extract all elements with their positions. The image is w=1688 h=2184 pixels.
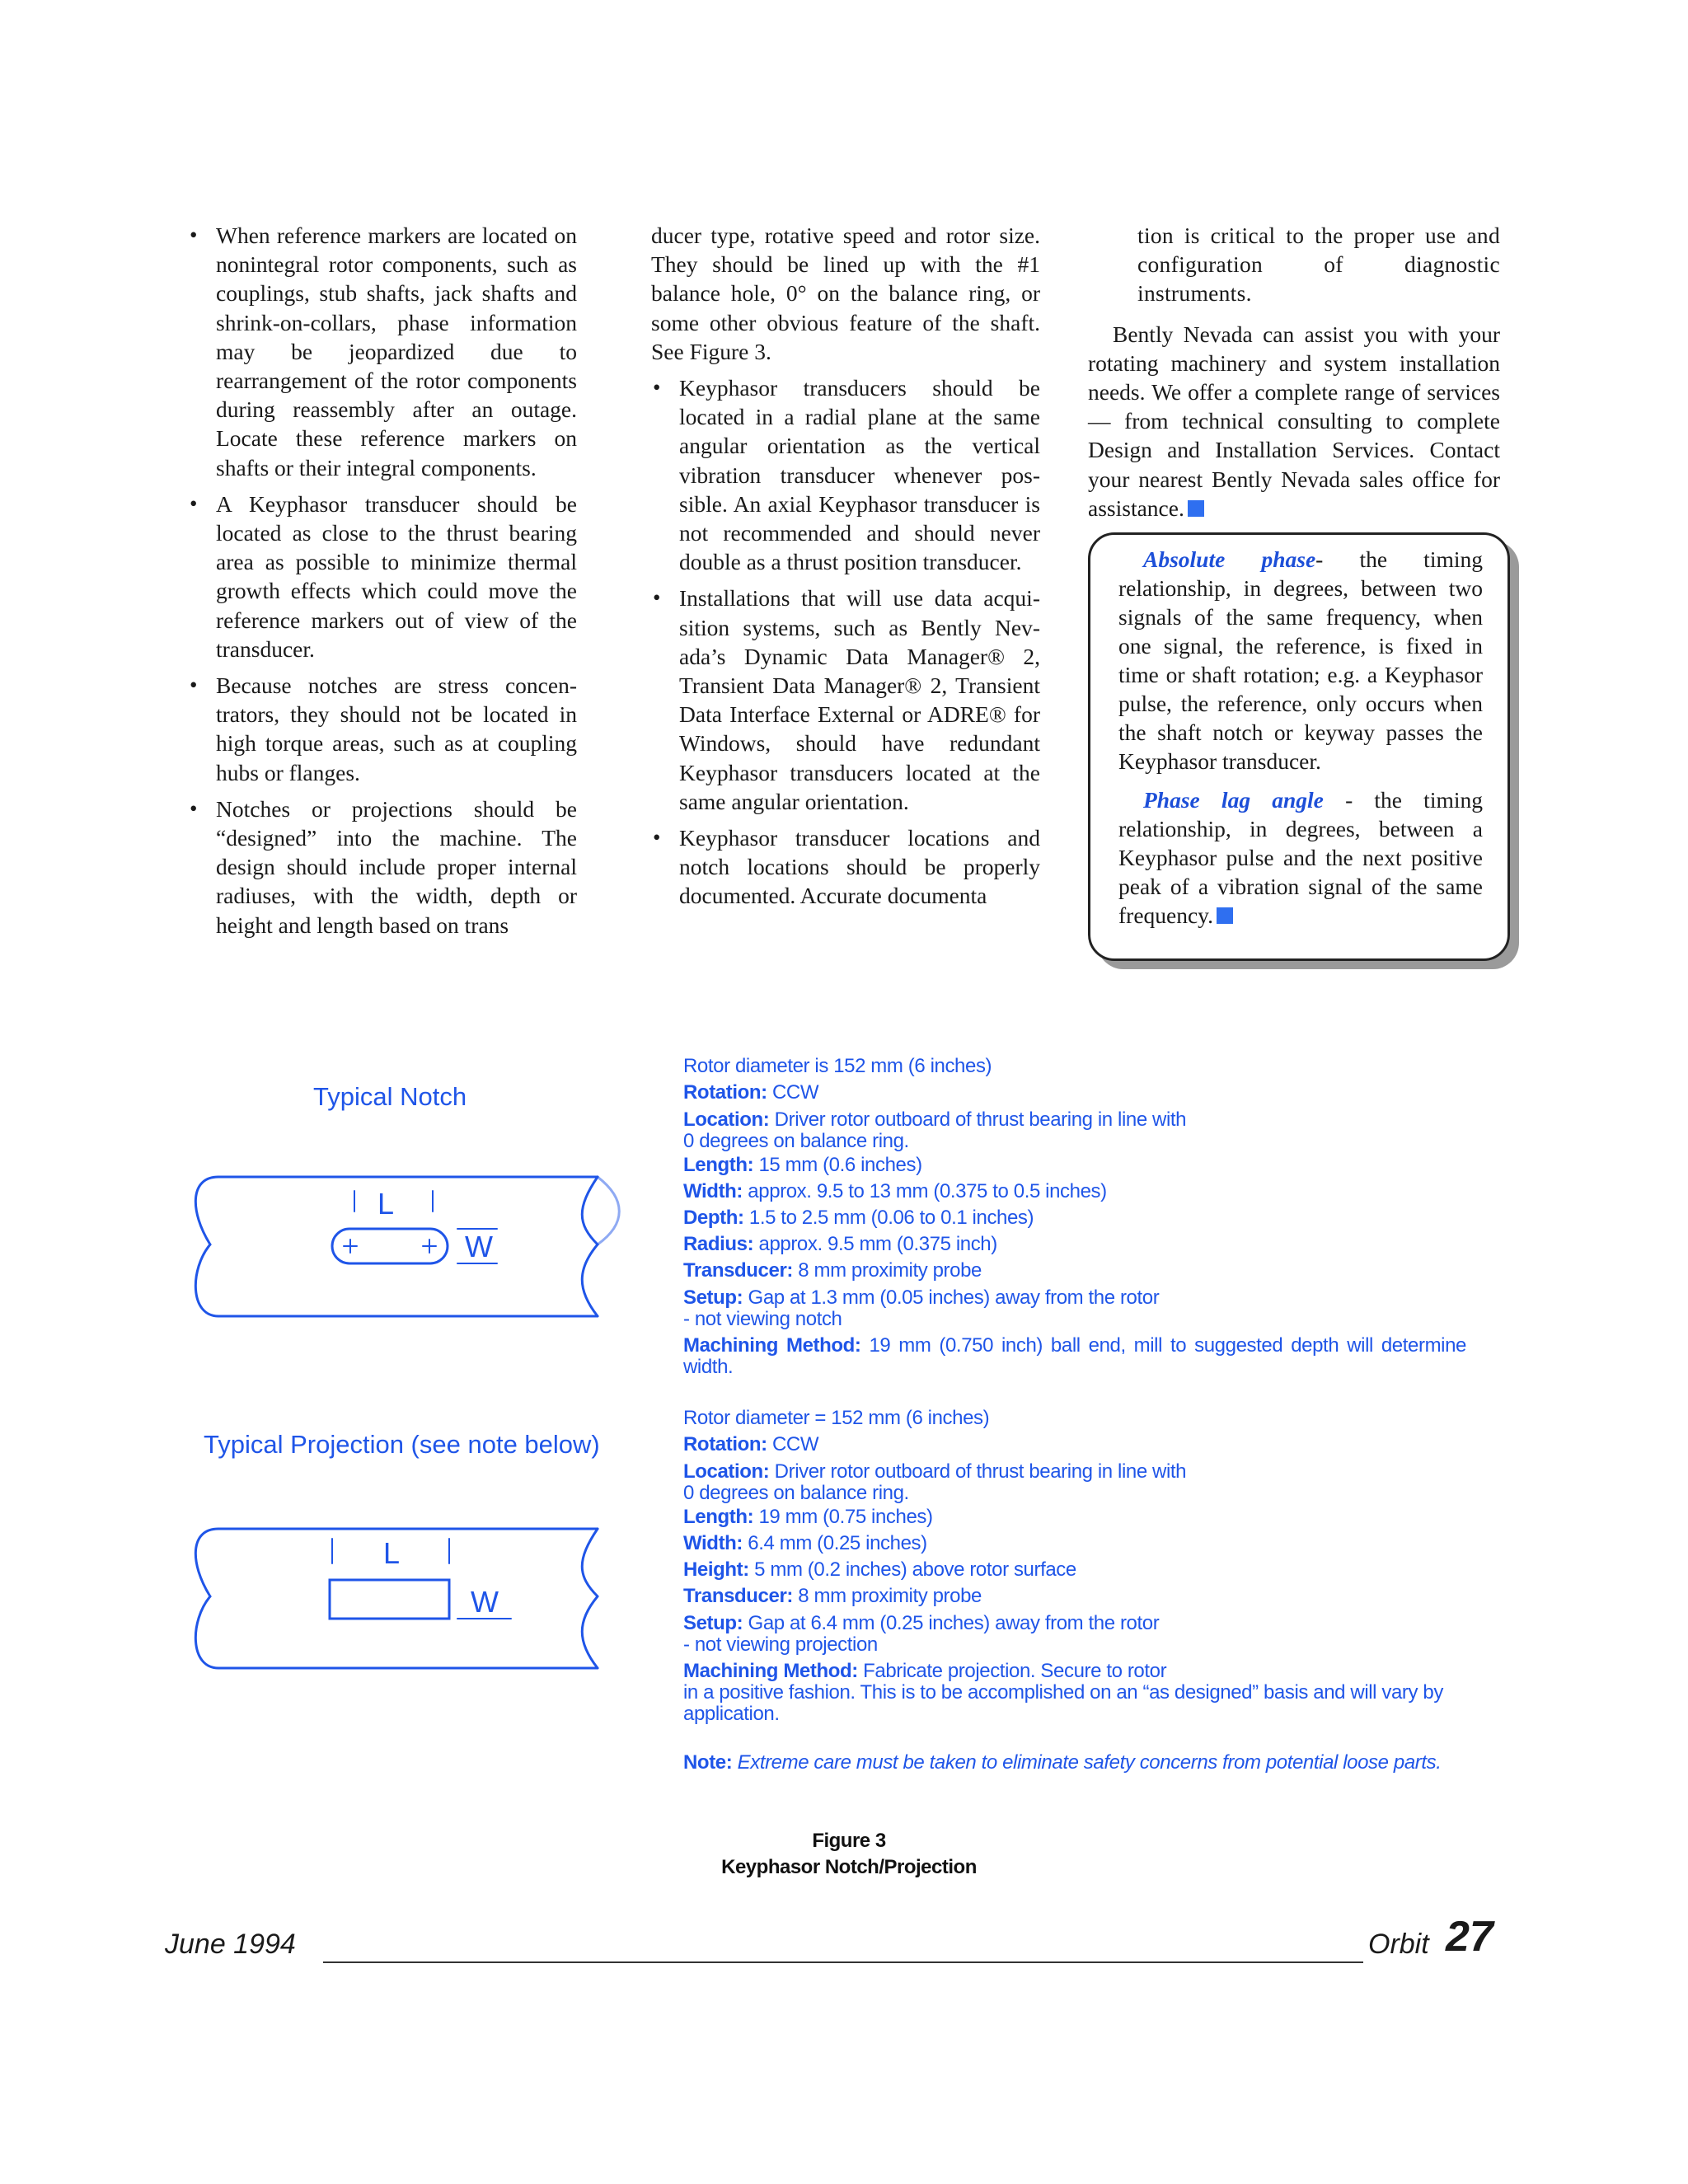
notch-spec-list bbox=[683, 1053, 1466, 1378]
spec-rotation: Rotation: CCW bbox=[683, 1433, 819, 1455]
closing-paragraph bbox=[1088, 320, 1500, 523]
bullet-item: • Because notches are stress concentrators, they should not be located in high torque areas, such as at coupling hubs or flanges. bbox=[188, 671, 577, 787]
shaft-left-end bbox=[195, 1177, 218, 1316]
note-label: Note: bbox=[683, 1751, 733, 1774]
notch-diagram bbox=[185, 1174, 631, 1319]
glossary-box bbox=[1088, 532, 1510, 961]
width-label: W bbox=[471, 1585, 499, 1619]
bullet-item: • Notches or projections should be “designed” into the machine. The design should include proper internal radiuses, with the width, depth or height and length based on trans bbox=[188, 794, 577, 940]
notch-center-mark-right bbox=[423, 1240, 436, 1253]
page-number: 27 bbox=[1446, 1913, 1493, 1961]
shaft-right-face bbox=[598, 1177, 619, 1244]
spec-transducer: Transducer: 8 mm proximity probe bbox=[683, 1259, 982, 1282]
projection-diagram bbox=[185, 1526, 631, 1671]
spec-diameter: Rotor diameter = 152 mm (6 inches) bbox=[683, 1407, 990, 1429]
length-label: L bbox=[382, 1536, 401, 1570]
spec-length: Length: 15 mm (0.6 inches) bbox=[683, 1154, 922, 1176]
spec-height: Height: 5 mm (0.2 inches) above rotor surface bbox=[683, 1558, 1076, 1581]
spec-setup: Setup: Gap at 1.3 mm (0.05 inches) away from the rotor - not viewing notch bbox=[683, 1286, 1160, 1330]
figure-number: Figure 3 bbox=[812, 1830, 886, 1852]
spec-diameter: Rotor diameter is 152 mm (6 inches) bbox=[683, 1055, 992, 1077]
bullet-item: • When reference markers are located on nonintegral rotor components, such as couplings, stub shafts, jack shafts and shrink-on-collars, phase information may be jeopardized due to rearrangement of the rotor components during reassembly after an outage. Locate these reference markers on shafts or their integral components. bbox=[188, 221, 577, 482]
spec-transducer: Transducer: 8 mm proximity probe bbox=[683, 1585, 982, 1607]
footer-rule bbox=[323, 1961, 1363, 1963]
continued-text: tion is critical to the proper use and configuration of diagnostic instruments. bbox=[1137, 223, 1500, 307]
projection-block bbox=[330, 1580, 449, 1619]
footer-magazine-name: Orbit bbox=[1368, 1929, 1429, 1960]
glossary-definition: - the timing relationship, in degrees, between two signals of the same frequency, when one signal, the reference, is fixed in time or shaft rotation; e.g. a Keyphasor pulse, the reference, only occurs when the shaft notch or keyway passes the Keyphasor transducer. bbox=[1118, 546, 1483, 774]
spec-length: Length: 19 mm (0.75 inches) bbox=[683, 1506, 933, 1528]
figure-caption bbox=[643, 1828, 1055, 1881]
spec-machining: Machining Method: 19 mm (0.750 inch) ball end, mill to suggested depth will determine width. bbox=[683, 1334, 1466, 1378]
note-text: Extreme care must be taken to eliminate safety concerns from potential loose parts. bbox=[737, 1751, 1442, 1774]
projection-spec-list bbox=[683, 1405, 1466, 1725]
shaft-right-end-lower bbox=[582, 1596, 598, 1668]
glossary-term: Phase lag angle bbox=[1143, 787, 1324, 813]
article-column-1 bbox=[188, 221, 577, 947]
spec-radius: Radius: approx. 9.5 mm (0.375 inch) bbox=[683, 1233, 997, 1255]
footer-date: June 1994 bbox=[165, 1929, 296, 1960]
spec-machining: Machining Method: Fabricate projection. Secure to rotor in a positive fashion. This is to be accomplished on an “as designed” basis and will vary by application. bbox=[683, 1660, 1443, 1725]
figure-title: Keyphasor Notch/Projection bbox=[721, 1856, 977, 1878]
spec-location: Location: Driver rotor outboard of thrust bearing in line with 0 degrees on balance ring. bbox=[683, 1108, 1187, 1152]
spec-location: Location: Driver rotor outboard of thrust bearing in line with 0 degrees on balance ring. bbox=[683, 1460, 1187, 1504]
length-label: L bbox=[377, 1187, 395, 1221]
article-column-2 bbox=[651, 221, 1040, 918]
shaft-left-end bbox=[195, 1529, 218, 1668]
article-column-3 bbox=[1088, 221, 1500, 523]
end-mark-icon bbox=[1188, 500, 1204, 517]
end-mark-icon bbox=[1217, 907, 1233, 924]
shaft-right-end bbox=[582, 1177, 598, 1316]
width-label: W bbox=[465, 1230, 493, 1263]
bullet-item: • A Keyphasor transducer should be located as close to the thrust bearing area as possible to minimize thermal growth effects which could move the reference markers out of view of the transducer. bbox=[188, 490, 577, 663]
shaft-right-end bbox=[582, 1529, 598, 1596]
spec-setup: Setup: Gap at 6.4 mm (0.25 inches) away from the rotor - not viewing projection bbox=[683, 1612, 1160, 1656]
safety-note bbox=[683, 1752, 1466, 1774]
notch-diagram-title: Typical Notch bbox=[313, 1082, 467, 1111]
spec-depth: Depth: 1.5 to 2.5 mm (0.06 to 0.1 inches) bbox=[683, 1207, 1034, 1229]
bullet-item: • Installations that will use data acquisition systems, such as Bently Nevada’s Dynamic Data Manager® 2, Transient Data Manager® 2, Transient Data Interface External or ADRE® for Windows, should have redundant Keyphasor transducers located at the same angular orientation. bbox=[651, 583, 1040, 816]
notch-center-mark-left bbox=[344, 1240, 357, 1253]
glossary-term: Absolute phase bbox=[1143, 546, 1316, 572]
closing-paragraph-text: Bently Nevada can assist you with your rotating machinery and system installation needs. We offer a complete range of services — from technical consulting to complete Design and Installation Services. Contact your nearest Bently Nevada sales office for assistance. bbox=[1088, 321, 1500, 521]
recommendation-list bbox=[188, 221, 577, 940]
projection-diagram-title: Typical Projection (see note below) bbox=[204, 1430, 600, 1459]
glossary-entry-absolute-phase bbox=[1118, 545, 1483, 776]
spec-width: Width: 6.4 mm (0.25 inches) bbox=[683, 1532, 927, 1554]
continued-text: ducer type, rotative speed and rotor size. They should be lined up with the #1 balance hole, 0° on the balance ring, or some other obvious feature of the shaft. See Figure 3. bbox=[651, 223, 1040, 364]
spec-width: Width: approx. 9.5 to 13 mm (0.375 to 0.5 inches) bbox=[683, 1180, 1107, 1202]
bullet-item: • Keyphasor transducers should be located in a radial plane at the same angular orientation as the vertical vibration transducer whenever possible. An axial Keyphasor transducer is not recommended and should never double as a thrust position transducer. bbox=[651, 373, 1040, 576]
recommendation-list bbox=[651, 373, 1040, 911]
spec-rotation: Rotation: CCW bbox=[683, 1081, 819, 1104]
bullet-item: • Keyphasor transducer locations and notch locations should be properly documented. Accurate documenta bbox=[651, 823, 1040, 911]
glossary-definition: - the timing relationship, in degrees, between a Keyphasor pulse and the next positive peak of a vibration signal of the same frequency. bbox=[1118, 787, 1483, 928]
glossary-entry-phase-lag-angle bbox=[1118, 785, 1483, 930]
